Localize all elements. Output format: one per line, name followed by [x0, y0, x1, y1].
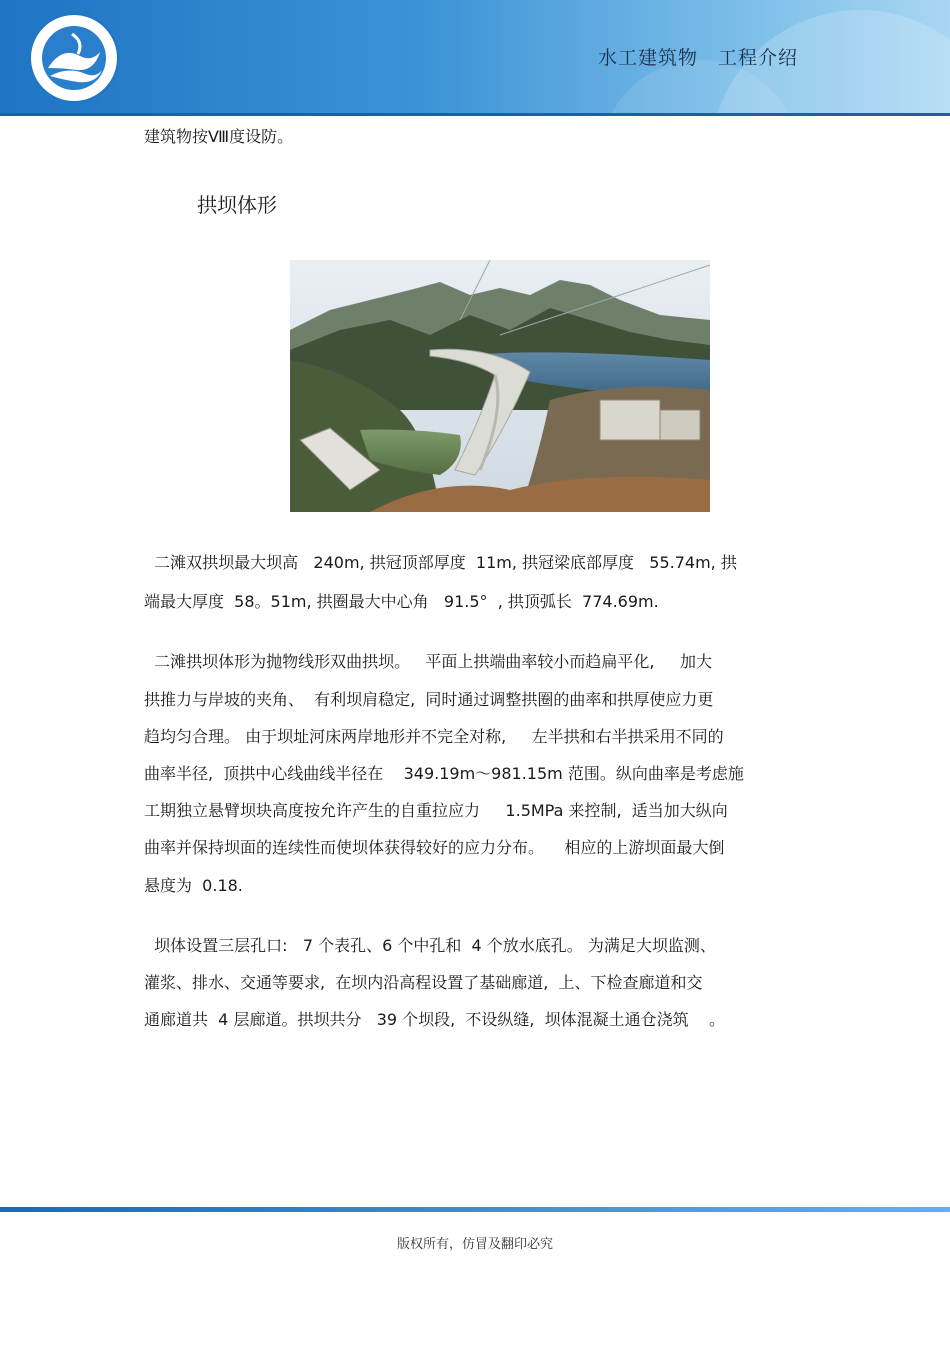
- section-heading: 拱坝体形: [197, 193, 277, 217]
- school-logo-icon: [28, 12, 120, 104]
- paragraph-line: 二滩拱坝体形为抛物线形双曲拱坝。 平面上拱端曲率较小而趋扁平化, 加大: [144, 652, 712, 671]
- footer-copyright: 版权所有，仿冒及翻印必究: [396, 1237, 553, 1252]
- paragraph-line: 工期独立悬臂坝块高度按允许产生的自重拉应力 1.5MPa 来控制, 适当加大纵向: [144, 801, 728, 820]
- dam-photo-illustration: [290, 260, 710, 512]
- paragraph-line: 通廊道共 4 层廊道。拱坝共分 39 个坝段, 不设纵缝, 坝体混凝土通仓浇筑 。: [144, 1010, 726, 1029]
- paragraph-line: 趋均匀合理。 由于坝址河床两岸地形并不完全对称, 左半拱和右半拱采用不同的: [144, 727, 724, 746]
- paragraph-line: 端最大厚度 58。51m, 拱圈最大中心角 91.5° , 拱顶弧长 774.69m.: [144, 592, 659, 611]
- paragraph-line: 二滩双拱坝最大坝高 240m, 拱冠顶部厚度 11m, 拱冠梁底部厚度 55.74m, 拱: [144, 553, 737, 572]
- ertan-arch-dam-photo: [290, 260, 710, 512]
- paragraph-line: 坝体设置三层孔口: 7 个表孔、6 个中孔和 4 个放水底孔。 为满足大坝监测、: [144, 936, 716, 955]
- footer-divider: [0, 1207, 950, 1212]
- header-title: 水工建筑物 工程介绍: [598, 47, 799, 69]
- paragraph-line: 灌浆、排水、交通等要求, 在坝内沿高程设置了基础廊道, 上、下检查廊道和交: [144, 973, 703, 992]
- page-header: [0, 0, 950, 113]
- paragraph-line: 悬度为 0.18.: [144, 876, 243, 895]
- paragraph-line: 曲率半径, 顶拱中心线曲线半径在 349.19m～981.15m 范围。纵向曲率是考虑施: [144, 764, 744, 783]
- header-divider: [0, 113, 950, 116]
- paragraph-line: 曲率并保持坝面的连续性而使坝体获得较好的应力分布。 相应的上游坝面最大倒: [144, 838, 725, 857]
- intro-line: 建筑物按Ⅷ度设防。: [144, 127, 294, 146]
- paragraph-line: 拱推力与岸坡的夹角、 有利坝肩稳定, 同时通过调整拱圈的曲率和拱厚使应力更: [144, 690, 714, 709]
